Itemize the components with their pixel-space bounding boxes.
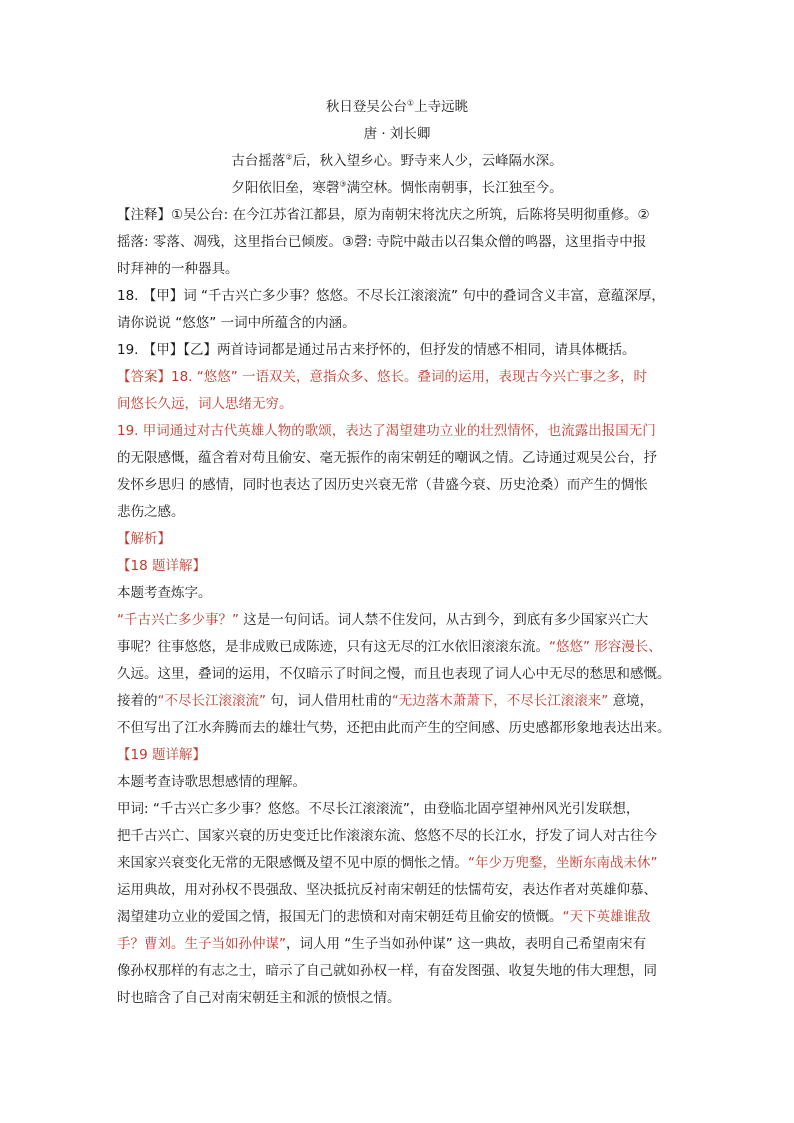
poem-line-2-a: 夕阳依旧垒，寒磬 [231, 180, 340, 196]
poem-line-2 [117, 175, 677, 202]
q18-paragraph-line: 不但写出了江水奔腾而去的雄壮气势，还把由此而产生的空间感、历史感都形象地表达出来。 [117, 720, 671, 736]
body-text: 来国家兴衰变化无常的无限感慨及望不见中原的惆怅之情。 [117, 855, 468, 871]
poem-line-2-note: ③ [339, 179, 347, 189]
answer-19-line: 的无限感慨，蕴含着对苟且偷安、毫无振作的南宋朝廷的嘲讽之情。乙诗通过观吴公台，抒 [117, 450, 657, 466]
body-text: 句，词人借用杜甫的 [266, 693, 392, 709]
q19-topic: 本题考查诗歌思想感情的理解。 [117, 774, 306, 790]
question-19-line: 19. 【甲】【乙】两首诗词都是通过吊古来抒怀的，但抒发的情感不相同，请具体概括。 [117, 342, 636, 358]
answer-19-line: 发怀乡思归 的感情，同时也表达了因历史兴衰无常（昔盛今衰、历史沧桑）而产生的惆怅 [117, 477, 648, 493]
poem-line-1-b: 后，秋入望乡心。野寺来人少，云峰隔水深。 [292, 153, 563, 169]
q18-paragraph-line: 久远。这里，叠词的运用，不仅暗示了时间之慢，而且也表现了词人心中无尽的愁思和感慨。 [117, 666, 671, 682]
answer-19-line: 悲伤之感。 [117, 504, 185, 520]
poem-line-1-a: 古台摇落 [231, 153, 286, 169]
poem-title-note: ① [406, 98, 415, 108]
quote-text: 手？曹刘。生子当如孙仲谋” [117, 936, 286, 952]
analysis-label: 【解析】 [117, 531, 171, 547]
poem-author: 唐 · 刘长卿 [363, 126, 431, 142]
q18-paragraph-line [117, 688, 677, 715]
q18-header: 【18 题详解】 [117, 558, 206, 574]
body-text: ，词人用 “生子当如孙仲谋” 这一典故，表明自己希望南宋有 [286, 936, 647, 952]
question-18-line: 请你说说 “悠悠” 一词中所蕴含的内涵。 [117, 315, 356, 331]
answer-18-line [117, 364, 677, 391]
q18-paragraph-line [117, 607, 677, 634]
question-18-line: 18. 【甲】词 “千古兴亡多少事？悠悠。不尽长江滚滚流” 句中的叠词含义丰富，意蕴深厚， [117, 288, 665, 304]
poem-line-2-b: 满空林。惆怅南朝事，长江独至今。 [346, 180, 563, 196]
answer-18-line: 间悠长久远，词人思绪无穷。 [117, 396, 293, 412]
q19-header: 【19 题详解】 [117, 747, 206, 763]
answer-label: 【答案】 [117, 369, 171, 385]
notes-line: 【注释】①吴公台: 在今江苏省江都县，原为南朝宋将沈庆之所筑，后陈将吴明彻重修。② [117, 207, 650, 223]
body-text: 这是一句问话。词人禁不住发问，从古到今，到底有多少国家兴亡大 [239, 612, 649, 628]
quote-text: “千古兴亡多少事？” [117, 612, 239, 628]
quote-text: “年少万兜鍪，坐断东南战未休” [468, 855, 658, 871]
q19-paragraph-line [117, 931, 677, 958]
q19-paragraph-line [117, 904, 677, 931]
poem-line-1-note: ② [285, 152, 293, 162]
q19-paragraph-line [117, 850, 677, 877]
q19-paragraph-line: 运用典故，用对孙权不畏强敌、坚决抵抗反衬南宋朝廷的怯懦苟安，表达作者对英雄仰慕、 [117, 882, 657, 898]
q19-paragraph-line: 像孙权那样的有志之士，暗示了自己就如孙权一样，有奋发图强、收复失地的伟大理想，同 [117, 963, 657, 979]
body-text: 意境， [608, 693, 654, 709]
notes-line: 摇落: 零落、凋残，这里指台已倾废。③磬: 寺院中敲击以召集众僧的鸣器，这里指寺中报 [117, 234, 647, 250]
q19-paragraph-line: 甲词: “千古兴亡多少事？悠悠。不尽长江滚滚流”，由登临北固亭望神州风光引发联想， [117, 801, 640, 817]
document-page [117, 94, 677, 1012]
q18-paragraph-line [117, 634, 677, 661]
body-text: 接着的 [117, 693, 158, 709]
poem-title [117, 94, 677, 121]
quote-text: “悠悠” 形容漫长、 [549, 639, 662, 655]
body-text: 事呢？往事悠悠，是非成败已成陈迹，只有这无尽的江水依旧滚滚东流。 [117, 639, 549, 655]
answer-19-line: 19. 甲词通过对古代英雄人物的歌颂，表达了渴望建功立业的壮烈情怀，也流露出报国无门 [117, 423, 656, 439]
q19-paragraph-line: 时也暗含了自己对南宋朝廷主和派的愤恨之情。 [117, 990, 401, 1006]
q18-topic: 本题考查炼字。 [117, 585, 212, 601]
quote-text: “无边落木萧萧下，不尽长江滚滚来” [391, 693, 609, 709]
answer-18-text: 18. “悠悠” 一语双关，意指众多、悠长。叠词的运用，表现古今兴亡事之多，时 [171, 369, 648, 385]
poem-title-tail: 上寺远眺 [414, 99, 469, 115]
body-text: 渴望建功立业的爱国之情，报国无门的悲愤和对南宋朝廷苟且偷安的愤慨。 [117, 909, 563, 925]
q19-paragraph-line: 把千古兴亡、国家兴衰的历史变迁比作滚滚东流、悠悠不尽的长江水，抒发了词人对古往今 [117, 828, 657, 844]
quote-text: “不尽长江滚滚流” [157, 693, 266, 709]
notes-line: 时拜神的一种器具。 [117, 261, 239, 277]
poem-title-main: 秋日登吴公台 [325, 99, 407, 115]
quote-text: “天下英雄谁敌 [562, 909, 651, 925]
poem-line-1 [117, 148, 677, 175]
